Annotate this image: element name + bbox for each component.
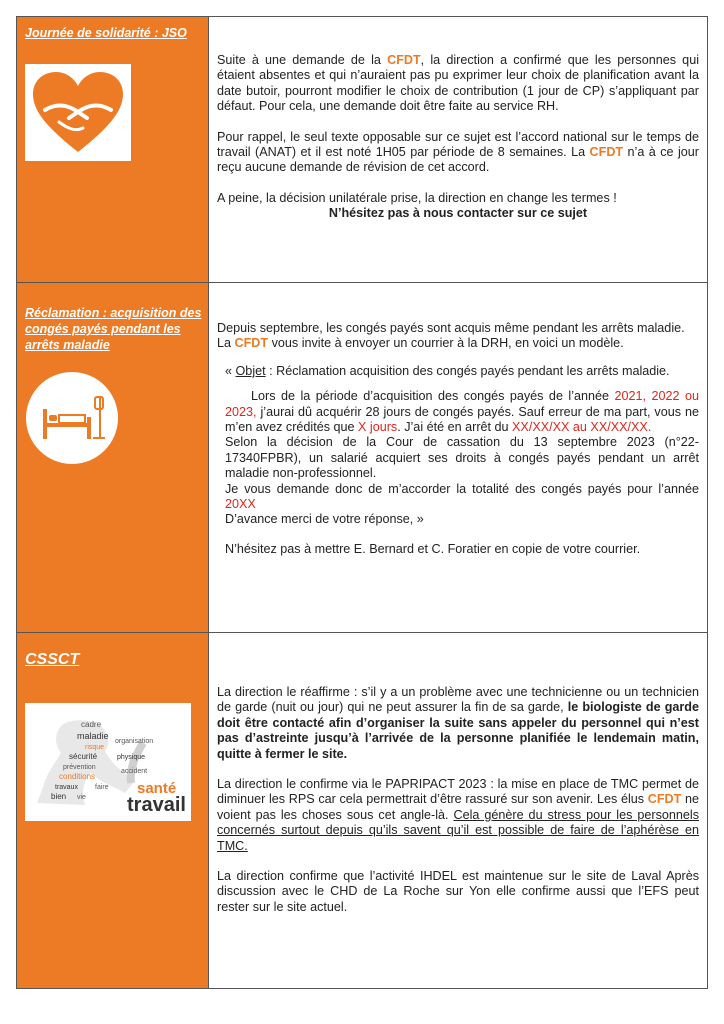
cfdt-label: CFDT	[387, 53, 421, 67]
letter-closing: D’avance merci de votre réponse, »	[225, 512, 424, 527]
svg-text:risque: risque	[85, 744, 105, 751]
section-reclamation	[17, 283, 707, 633]
letter-note: N’hésitez pas à mettre E. Bernard et C. Foratier en copie de votre courrier.	[225, 541, 641, 556]
section-cssct	[17, 633, 707, 988]
svg-text:prévention: prévention	[63, 764, 96, 771]
paragraph	[217, 777, 699, 854]
text: : Réclamation acquisition des congés payés pendant les arrêts maladie.	[265, 363, 670, 378]
text: Lors de la période d’acquisition des congés payés de l’année	[251, 389, 615, 404]
letter-paragraph: Selon la décision de la Cour de cassation du 13 septembre 2023 (n°22-17340FPBR), un salarié acquiert ses droits à congés payés pendant un arrêt maladie non-professionnel.	[225, 435, 699, 481]
heart-hands-icon	[25, 64, 131, 161]
paragraph: Depuis septembre, les congés payés sont acquis même pendant les arrêts maladie.	[217, 321, 685, 335]
cfdt-label: CFDT	[647, 792, 682, 807]
text: vous invite à envoyer un courrier à la DRH, en voici un modèle.	[268, 336, 624, 351]
paragraph: La direction confirme que l’activité IHDEL est maintenue sur le site de Laval Après discussion avec le CHD de La Roche sur Yon elle confirme aussi que l’EFS peut rester sur le site actuel.	[217, 869, 699, 914]
paragraph	[217, 336, 699, 351]
section-title: CSSCT	[25, 651, 80, 668]
svg-text:travaux: travaux	[55, 784, 78, 791]
section-title: Réclamation : acquisition des congés payés pendant les arrêts maladie	[25, 306, 202, 352]
section-content	[217, 321, 699, 557]
paragraph	[217, 130, 699, 176]
svg-text:sécurité: sécurité	[69, 752, 98, 761]
bold-text: le biologiste de garde doit être contacté afin d’organiser la suite sans appeler du personnel qui n’est pas d’astreinte jusqu’à l’arrivée de la personne planifiée le lendemain matin, quitte à fermer le site.	[217, 700, 699, 761]
year-placeholder: 20XX	[225, 497, 256, 512]
svg-text:cadre: cadre	[81, 720, 102, 729]
text: La	[217, 336, 235, 351]
text: j’aurai dû acquérir 28 jours de congés payés. Sauf erreur de ma part, vous ne m’en avez crédités que	[225, 404, 699, 435]
paragraph	[217, 53, 699, 115]
newsletter-table	[16, 16, 708, 989]
text: Je vous demande donc de m’accorder la totalité des congés payés pour l’année	[225, 481, 699, 496]
section-sidebar	[17, 283, 209, 632]
cfdt-label: CFDT	[234, 336, 269, 351]
underlined-text: Cela génère du stress pour les personnels concernés surtout depuis qu’ils savent qu’il est possible de faire de l’aphérèse en TMC.	[217, 807, 699, 853]
svg-text:faire: faire	[95, 784, 109, 791]
text: La direction le réaffirme : s’il y a un problème avec une technicienne ou un technicien de garde (nuit ou jour) qui ne peut assurer la fin de sa garde,	[217, 685, 699, 715]
text: , la direction a confirmé que les personnes qui étaient absentes et qui n’auraient pas pu exprimer leur choix de planification avant la date butoir, pourront modifier le choix de contribution (1 jour de CP) s’appliquant par défaut. Pour cela, une demande doit être faite au service RH.	[217, 53, 699, 114]
years-placeholder: 2021, 2022 ou 2023,	[225, 389, 700, 419]
section-jso	[17, 17, 707, 283]
svg-text:santé: santé	[137, 780, 177, 797]
svg-text:conditions: conditions	[59, 772, 96, 781]
paragraph	[217, 685, 699, 762]
svg-text:accident: accident	[121, 768, 148, 775]
section-title: Journée de solidarité : JSO	[25, 26, 187, 40]
text: ne voient pas les choses sous cet angle-là.	[217, 792, 700, 822]
cfdt-label: CFDT	[589, 145, 624, 160]
section-content	[217, 685, 699, 930]
text: Pour rappel, le seul texte opposable sur ce sujet est l’accord national sur le temps de travail (ANAT) et il est noté 1H05 par période de 8 semaines. La	[217, 129, 699, 160]
letter-paragraph	[225, 482, 699, 513]
paragraph: A peine, la décision unilatérale prise, la direction en change les termes !	[217, 190, 617, 205]
text: Suite à une demande de la	[217, 53, 388, 67]
svg-text:bien: bien	[51, 792, 67, 801]
text: La direction le confirme via le PAPRIPACT 2023 : la mise en place de TMC permet de diminuer les RPS car cela permettrait d’être rassuré sur son avenir. Les élus	[217, 777, 699, 807]
letter-objet	[225, 364, 699, 379]
section-sidebar	[17, 17, 209, 282]
letter-template	[225, 364, 699, 557]
svg-text:travail: travail	[127, 794, 186, 816]
objet-label: Objet	[235, 363, 266, 378]
dates-placeholder: XX/XX/XX au XX/XX/XX.	[512, 420, 652, 435]
text: «	[225, 363, 236, 378]
hospital-bed-icon	[25, 371, 119, 465]
sante-travail-wordcloud-icon	[25, 703, 191, 821]
section-content	[217, 53, 699, 237]
text: n’a à ce jour reçu aucune demande de révision de cet accord.	[217, 145, 699, 175]
letter-paragraph	[225, 389, 699, 435]
svg-text:maladie: maladie	[77, 731, 109, 741]
contact-call: N’hésitez pas à nous contacter sur ce sujet	[328, 206, 588, 221]
text: . J’ai été en arrêt du	[397, 420, 513, 435]
svg-text:physique: physique	[117, 754, 146, 761]
svg-text:organisation: organisation	[115, 738, 154, 745]
svg-text:vie: vie	[77, 794, 86, 801]
section-sidebar	[17, 633, 209, 988]
days-placeholder: X jours	[358, 420, 398, 435]
